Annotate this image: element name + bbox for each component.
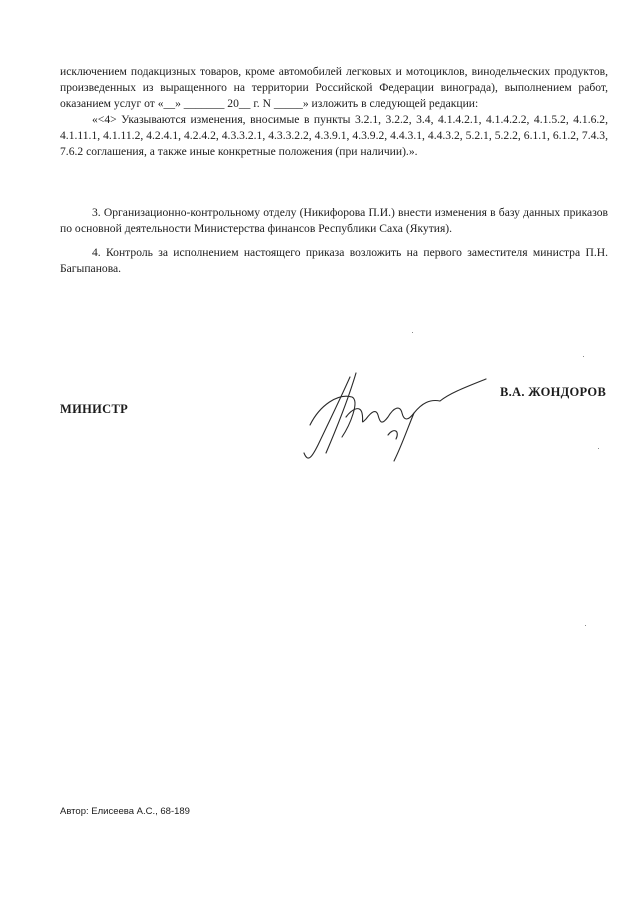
paragraph-3-text: 3. Организационно-контрольному отделу (Никифорова П.И.) внести изменения в базу данных приказов по основной деятельности Министерства финансов Республики Саха (Якутия). — [60, 206, 608, 235]
footnote-quote: «<4> Указываются изменения, вносимые в пункты 3.2.1, 3.2.2, 3.4, 4.1.4.2.1, 4.1.4.2.2, 4.1.5.2, 4.1.6.2, 4.1.11.1, 4.1.11.2, 4.2.4.1, 4.2.4.2, 4.3.3.2.1, 4.3.3.2.2, 4.3.9.1, 4.3.9.2, 4.4.3.1, 4.4.3.2, 5.2.1, 5.2.2, 6.1.1, 6.1.2, 7.4.3, 7.6.2 соглашения, а также иные конкретные положения (при наличии).». — [60, 113, 608, 158]
scan-speck — [585, 625, 586, 626]
paragraph-4-text: 4. Контроль за исполнением настоящего приказа возложить на первого заместителя министра П.Н. Багыпанова. — [60, 246, 608, 275]
scan-speck — [583, 356, 584, 357]
author-line: Автор: Елисеева А.С., 68-189 — [60, 806, 190, 817]
scan-speck — [412, 332, 413, 333]
paragraph-4 — [60, 245, 608, 277]
scan-speck — [598, 448, 599, 449]
signatory-name: В.А. ЖОНДОРОВ — [500, 385, 607, 399]
continuation-paragraph — [60, 64, 608, 160]
continuation-text: исключением подакцизных товаров, кроме автомобилей легковых и мотоциклов, винодельческих продуктов, произведенных из выращенного на территории Российской Федерации винограда), выполнением работ, оказанием услуг от «__» _______ 20__ г. N _____» изложить в следующей редакции: — [60, 65, 608, 110]
signatory-role: МИНИСТР — [60, 402, 129, 416]
paragraph-3 — [60, 205, 608, 237]
handwritten-signature — [290, 365, 490, 470]
